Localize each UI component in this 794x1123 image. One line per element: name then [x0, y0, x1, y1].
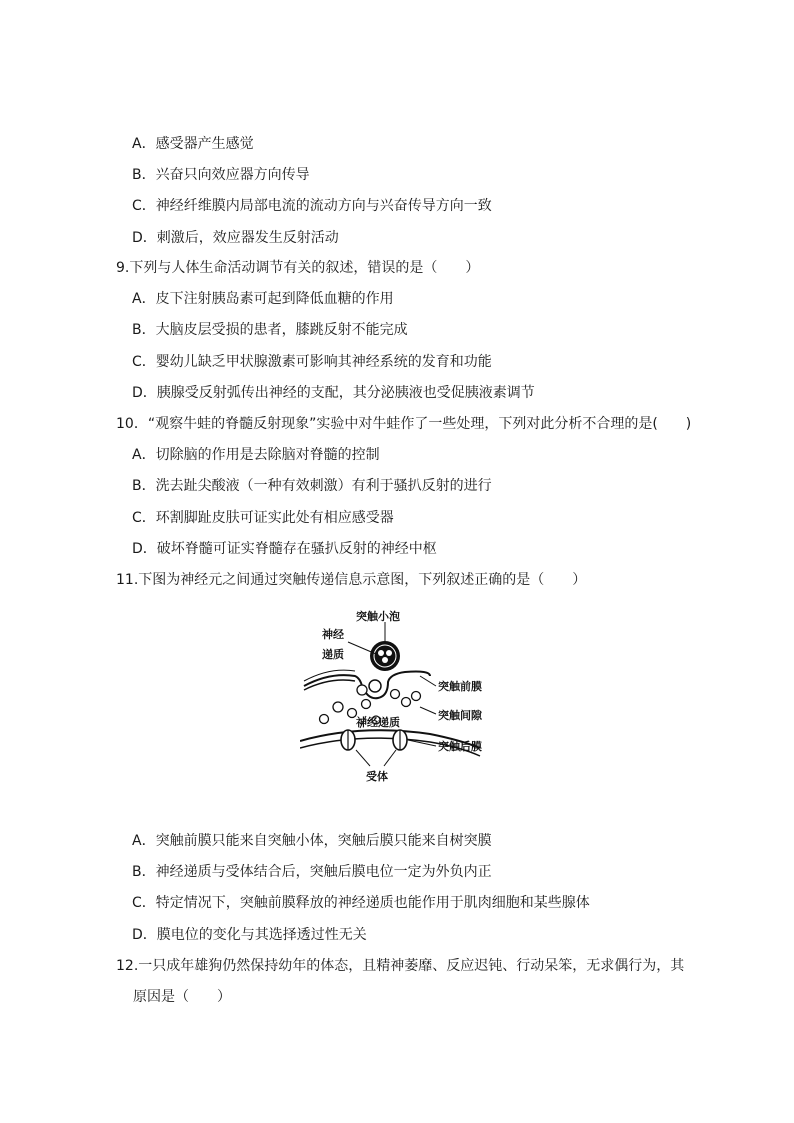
q11-option-d: D．膜电位的变化与其选择透过性无关	[132, 927, 367, 943]
q11-option-c: C．特定情况下，突触前膜释放的神经递质也能作用于肌肉细胞和某些腺体	[132, 895, 590, 911]
q10-option-a: A．切除脑的作用是去除脑对脊髓的控制	[132, 447, 380, 463]
q9-option-a: A．皮下注射胰岛素可起到降低血糖的作用	[132, 291, 394, 307]
synapse-diagram	[300, 606, 500, 792]
q8-option-c: C．神经纤维膜内局部电流的流动方向与兴奋传导方向一致	[132, 198, 492, 214]
q9-stem: 9.下列与人体生命活动调节有关的叙述，错误的是（ ）	[116, 260, 480, 276]
q9-option-b: B．大脑皮层受损的患者，膝跳反射不能完成	[132, 322, 408, 338]
label-synaptic-cleft: 突触间隙	[438, 709, 482, 722]
q9-option-d: D．胰腺受反射弧传出神经的支配，其分泌胰液也受促胰液素调节	[132, 385, 535, 401]
q10-option-b: B．洗去趾尖酸液（一种有效刺激）有利于骚扒反射的进行	[132, 478, 492, 494]
q10-option-c: C．环割脚趾皮肤可证实此处有相应感受器	[132, 510, 394, 526]
q11-option-a: A．突触前膜只能来自突触小体，突触后膜只能来自树突膜	[132, 833, 492, 849]
q8-option-a: A．感受器产生感觉	[132, 136, 254, 152]
q11-option-b: B．神经递质与受体结合后，突触后膜电位一定为外负内正	[132, 864, 492, 880]
q8-option-d: D．刺激后，效应器发生反射活动	[132, 230, 339, 246]
label-postsynaptic-membrane: 突触后膜	[438, 740, 482, 753]
q10-stem: 10．“观察牛蛙的脊髓反射现象”实验中对牛蛙作了一些处理，下列对此分析不合理的是( )	[116, 416, 692, 432]
q8-option-b: B．兴奋只向效应器方向传导	[132, 167, 310, 183]
label-presynaptic-membrane: 突触前膜	[438, 680, 482, 693]
label-neurotransmitter-center: 神经递质	[356, 716, 400, 729]
q12-stem-line1: 12.一只成年雄狗仍然保持幼年的体态，且精神萎靡、反应迟钝、行动呆笨，无求偶行为，其	[116, 958, 685, 974]
label-neurotransmitter-left-2: 递质	[322, 648, 344, 661]
q9-option-c: C．婴幼儿缺乏甲状腺激素可影响其神经系统的发育和功能	[132, 354, 492, 370]
label-neurotransmitter-left-1: 神经	[322, 628, 344, 641]
label-receptor: 受体	[366, 770, 388, 783]
q10-option-d: D．破坏脊髓可证实脊髓存在骚扒反射的神经中枢	[132, 541, 437, 557]
q12-stem-line2: 原因是（ ）	[133, 989, 231, 1005]
q11-stem: 11.下图为神经元之间通过突触传递信息示意图，下列叙述正确的是（ ）	[116, 572, 587, 588]
label-vesicle: 突触小泡	[356, 610, 400, 623]
